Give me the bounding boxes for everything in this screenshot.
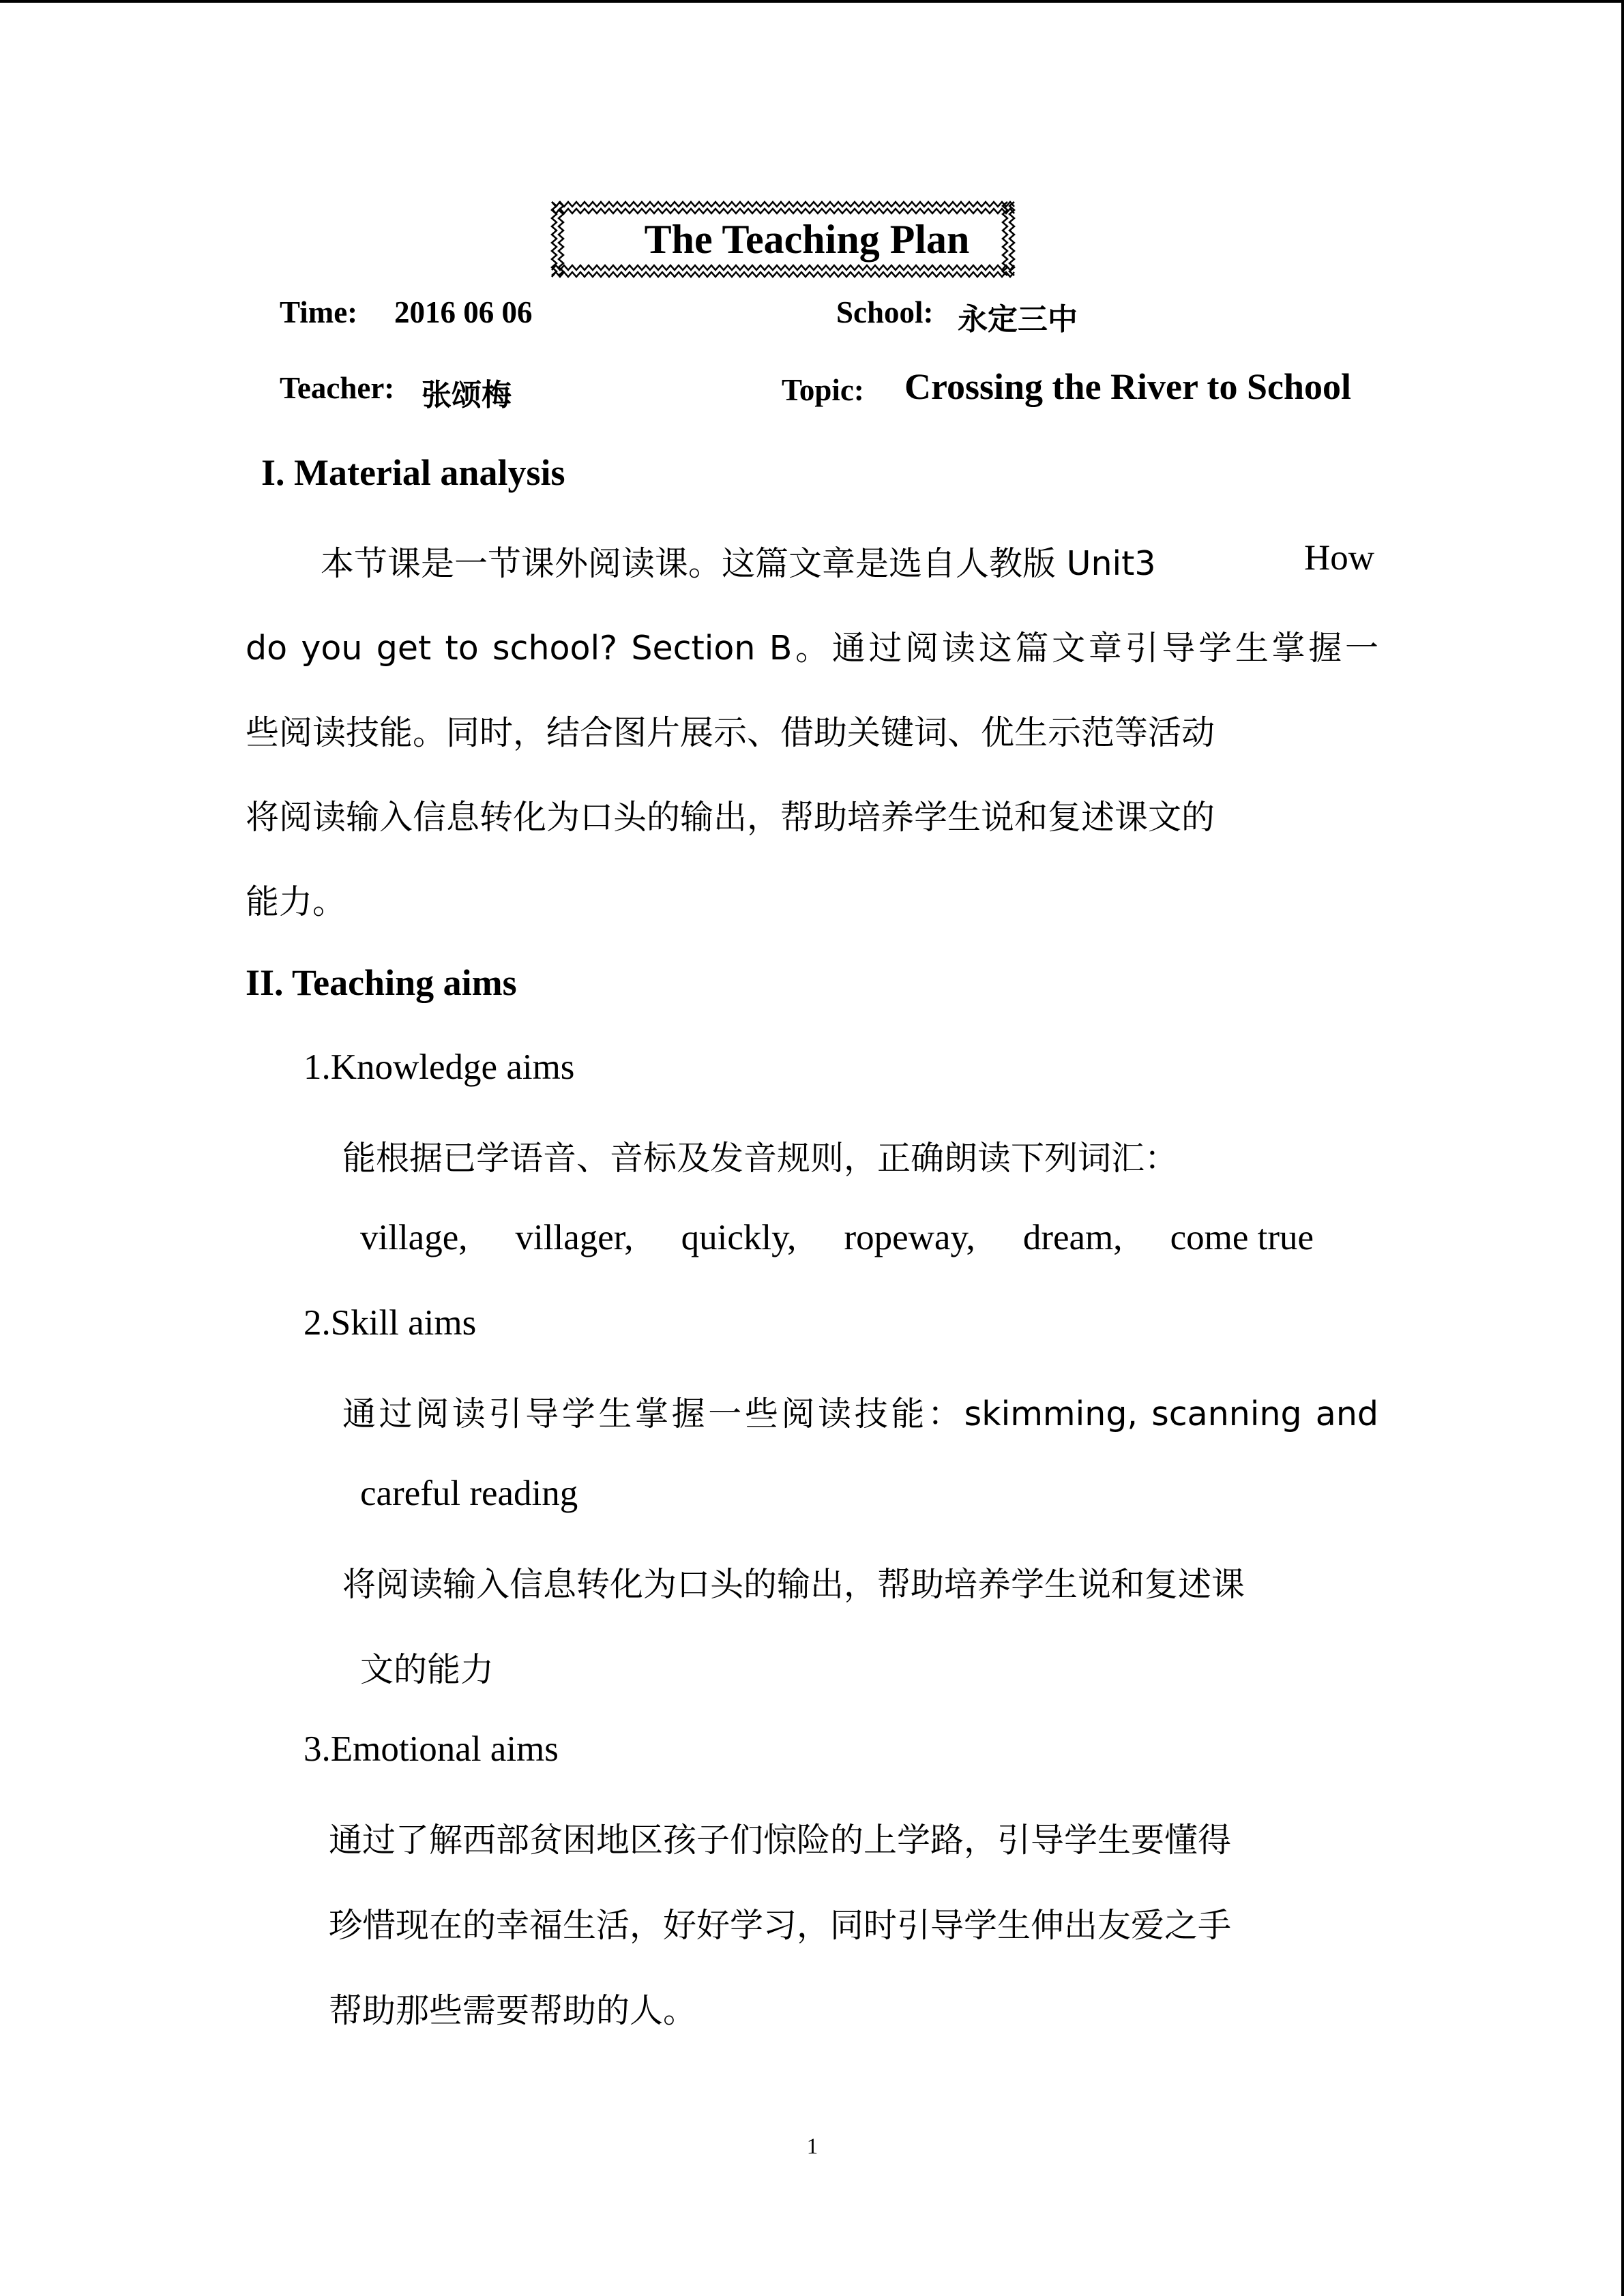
material-line-2 bbox=[246, 622, 1378, 670]
material-line-5: 能力。 bbox=[246, 882, 346, 921]
skill-line-3: 将阅读输入信息转化为口头的输出，帮助培养学生说和复述课 bbox=[342, 1565, 1245, 1604]
skill-line-1 bbox=[342, 1388, 1378, 1435]
school-label: School: bbox=[836, 295, 934, 329]
emotional-aims-title: 3.Emotional aims bbox=[304, 1729, 559, 1769]
skill-aims-title: 2.Skill aims bbox=[304, 1303, 477, 1343]
material-line-4: 将阅读输入信息转化为口头的输出，帮助培养学生说和复述课文的 bbox=[246, 798, 1215, 837]
material-line-2-text: do you get to school? Section B。通过阅读这篇文章引导学生掌握一 bbox=[246, 629, 1378, 668]
page-number: 1 bbox=[806, 2134, 818, 2159]
page-right-border bbox=[1621, 0, 1624, 2296]
knowledge-aims-title: 1.Knowledge aims bbox=[304, 1047, 575, 1087]
emotional-line-1: 通过了解西部贫困地区孩子们惊险的上学路，引导学生要懂得 bbox=[329, 1821, 1232, 1860]
skill-line-1-text: 通过阅读引导学生掌握一些阅读技能：skimming, scanning and bbox=[342, 1395, 1378, 1433]
section-1-heading: I. Material analysis bbox=[261, 452, 565, 493]
school-value: 永定三中 bbox=[958, 302, 1078, 337]
topic-label: Topic: bbox=[782, 373, 864, 407]
skill-line-2: careful reading bbox=[360, 1474, 578, 1513]
material-line-1-text: 本节课是一节课外阅读课。这篇文章是选自人教版 Unit3 bbox=[321, 544, 1156, 583]
material-line-3: 些阅读技能。同时，结合图片展示、借助关键词、优生示范等活动 bbox=[246, 713, 1215, 752]
vocab-word: village, bbox=[360, 1218, 468, 1257]
vocab-word: quickly, bbox=[681, 1218, 797, 1257]
vocab-word: villager, bbox=[515, 1218, 634, 1257]
teacher-label: Teacher: bbox=[280, 371, 395, 405]
vocab-list bbox=[360, 1217, 1314, 1258]
time-value: 2016 06 06 bbox=[394, 295, 533, 329]
page-top-border bbox=[0, 0, 1624, 3]
title-box bbox=[549, 199, 1017, 280]
emotional-line-2: 珍惜现在的幸福生活，好好学习，同时引导学生伸出友爱之手 bbox=[329, 1906, 1232, 1945]
material-line-1-end: How bbox=[1304, 538, 1375, 578]
teacher-value: 张颂梅 bbox=[422, 378, 512, 413]
knowledge-aims-text: 能根据已学语音、音标及发音规则，正确朗读下列词汇： bbox=[342, 1139, 1179, 1178]
skill-line-4: 文的能力 bbox=[360, 1650, 494, 1689]
document-title: The Teaching Plan bbox=[644, 216, 970, 262]
material-line-1 bbox=[321, 537, 1156, 585]
vocab-word: come true bbox=[1170, 1218, 1314, 1257]
time-label: Time: bbox=[280, 295, 358, 329]
vocab-word: dream, bbox=[1022, 1218, 1123, 1257]
vocab-word: ropeway, bbox=[844, 1218, 975, 1257]
emotional-line-3: 帮助那些需要帮助的人。 bbox=[329, 1991, 697, 2030]
topic-value: Crossing the River to School bbox=[904, 366, 1352, 407]
section-2-heading: II. Teaching aims bbox=[246, 962, 517, 1003]
